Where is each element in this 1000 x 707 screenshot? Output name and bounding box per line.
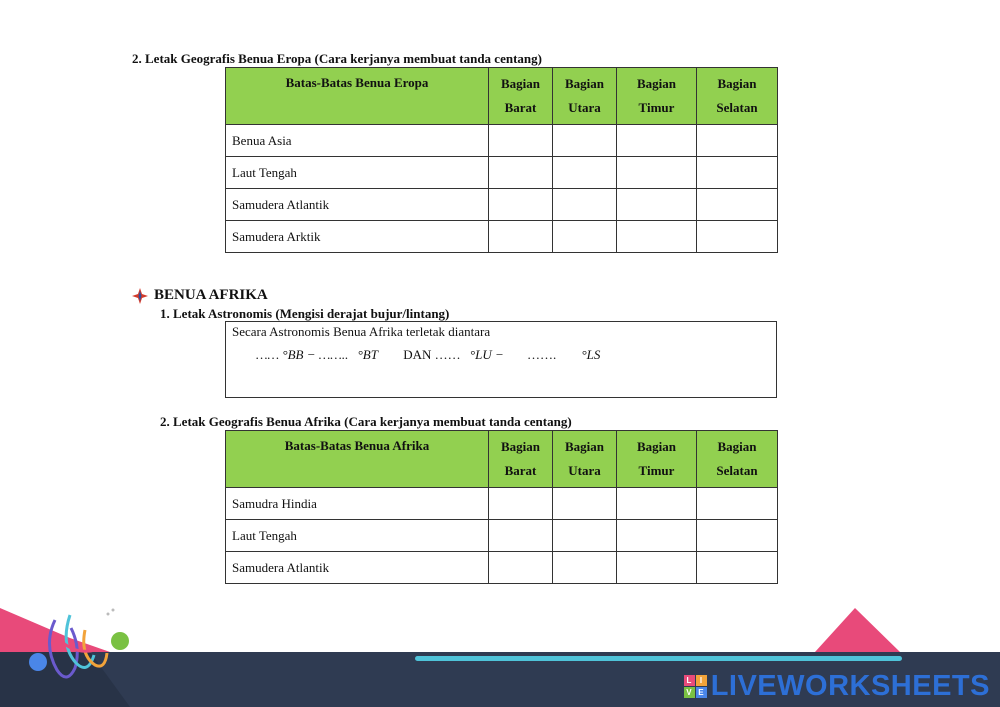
checkmark-cell-selatan[interactable] xyxy=(697,488,778,520)
checkmark-cell-timur[interactable] xyxy=(617,520,697,552)
header-text: Bagian xyxy=(500,76,540,91)
dan-label[interactable]: DAN …… xyxy=(403,347,461,362)
checkmark-cell-timur[interactable] xyxy=(617,157,697,189)
checkmark-cell-barat[interactable] xyxy=(489,189,553,221)
europe-geography-heading: 2. Letak Geografis Benua Eropa (Cara kerjanya membuat tanda centang) xyxy=(132,51,542,66)
checkmark-cell-timur[interactable] xyxy=(617,488,697,520)
header-text: Timur xyxy=(638,463,675,478)
checkmark-cell-selatan[interactable] xyxy=(697,520,778,552)
checkmark-cell-timur[interactable] xyxy=(617,221,697,253)
boundary-name: Samudera Atlantik xyxy=(226,189,489,221)
direction-column-header xyxy=(617,68,697,125)
header-text: Batas-Batas Benua Afrika xyxy=(284,438,430,453)
table-row xyxy=(226,520,778,552)
header-text: Batas-Batas Benua Eropa xyxy=(285,75,429,90)
header-text: Bagian xyxy=(636,439,676,454)
checkmark-cell-utara[interactable] xyxy=(553,488,617,520)
direction-column-header xyxy=(617,431,697,488)
astronomy-answer-box xyxy=(225,321,777,398)
latitude-south-blank[interactable]: ……. xyxy=(526,347,557,362)
africa-title: BENUA AFRIKA xyxy=(154,287,268,303)
checkmark-cell-utara[interactable] xyxy=(553,189,617,221)
table-header-row xyxy=(226,68,778,125)
table-row xyxy=(226,488,778,520)
header-text: Bagian xyxy=(564,76,604,91)
africa-astronomy-heading: 1. Letak Astronomis (Mengisi derajat bujur/lintang) xyxy=(160,306,450,321)
checkmark-cell-selatan[interactable] xyxy=(697,125,778,157)
boundary-name: Laut Tengah xyxy=(226,157,489,189)
table-row xyxy=(226,552,778,584)
checkmark-cell-utara[interactable] xyxy=(553,157,617,189)
checkmark-cell-selatan[interactable] xyxy=(697,221,778,253)
astronomy-coordinates-line xyxy=(256,347,606,363)
bt-label: °BT xyxy=(357,347,378,362)
checkmark-cell-barat[interactable] xyxy=(489,552,553,584)
table-row xyxy=(226,125,778,157)
ls-label: °LS xyxy=(581,347,601,362)
checkmark-cell-barat[interactable] xyxy=(489,488,553,520)
table-row xyxy=(226,221,778,253)
table-row xyxy=(226,189,778,221)
checkmark-cell-utara[interactable] xyxy=(553,520,617,552)
checkmark-cell-barat[interactable] xyxy=(489,157,553,189)
africa-geography-heading: 2. Letak Geografis Benua Afrika (Cara kerjanya membuat tanda centang) xyxy=(160,414,572,429)
brand-name: LIVEWORKSHEETS xyxy=(710,670,990,702)
checkmark-cell-barat[interactable] xyxy=(489,221,553,253)
boundary-name: Samudra Hindia xyxy=(226,488,489,520)
header-text: Bagian xyxy=(564,439,604,454)
direction-column-header xyxy=(489,431,553,488)
header-text: Barat xyxy=(504,100,537,115)
checkmark-cell-selatan[interactable] xyxy=(697,552,778,584)
header-text: Bagian xyxy=(636,76,676,91)
diamond-bullet-icon xyxy=(132,288,148,304)
checkmark-cell-selatan[interactable] xyxy=(697,157,778,189)
table-header-row xyxy=(226,431,778,488)
header-text: Utara xyxy=(568,100,601,115)
header-text: Timur xyxy=(638,100,675,115)
direction-column-header xyxy=(553,431,617,488)
direction-column-header xyxy=(697,431,778,488)
header-text: Utara xyxy=(568,463,601,478)
live-logo-icon: L I V E xyxy=(684,675,707,698)
header-text: Bagian xyxy=(717,76,757,91)
checkmark-cell-utara[interactable] xyxy=(553,125,617,157)
direction-column-header xyxy=(489,68,553,125)
direction-column-header xyxy=(697,68,778,125)
header-text: Bagian xyxy=(500,439,540,454)
header-text: Selatan xyxy=(716,100,758,115)
table-row xyxy=(226,157,778,189)
liveworksheets-logo xyxy=(684,670,990,703)
header-text: Selatan xyxy=(716,463,758,478)
checkmark-cell-timur[interactable] xyxy=(617,189,697,221)
checkmark-cell-timur[interactable] xyxy=(617,552,697,584)
header-text: Bagian xyxy=(717,439,757,454)
checkmark-cell-utara[interactable] xyxy=(553,552,617,584)
boundary-column-header xyxy=(226,68,489,125)
boundary-name: Samudera Arktik xyxy=(226,221,489,253)
boundary-name: Benua Asia xyxy=(226,125,489,157)
africa-borders-table xyxy=(225,430,778,584)
checkmark-cell-selatan[interactable] xyxy=(697,189,778,221)
direction-column-header xyxy=(553,68,617,125)
header-text: Barat xyxy=(504,463,537,478)
longitude-west-blank[interactable]: …… °BB − …….. xyxy=(256,347,349,362)
checkmark-cell-barat[interactable] xyxy=(489,520,553,552)
checkmark-cell-timur[interactable] xyxy=(617,125,697,157)
astronomy-sentence: Secara Astronomis Benua Afrika terletak diantara xyxy=(232,324,491,339)
checkmark-cell-barat[interactable] xyxy=(489,125,553,157)
europe-borders-table xyxy=(225,67,778,253)
boundary-name: Laut Tengah xyxy=(226,520,489,552)
lu-label: °LU − xyxy=(469,347,504,362)
boundary-column-header xyxy=(226,431,489,488)
boundary-name: Samudera Atlantik xyxy=(226,552,489,584)
checkmark-cell-utara[interactable] xyxy=(553,221,617,253)
